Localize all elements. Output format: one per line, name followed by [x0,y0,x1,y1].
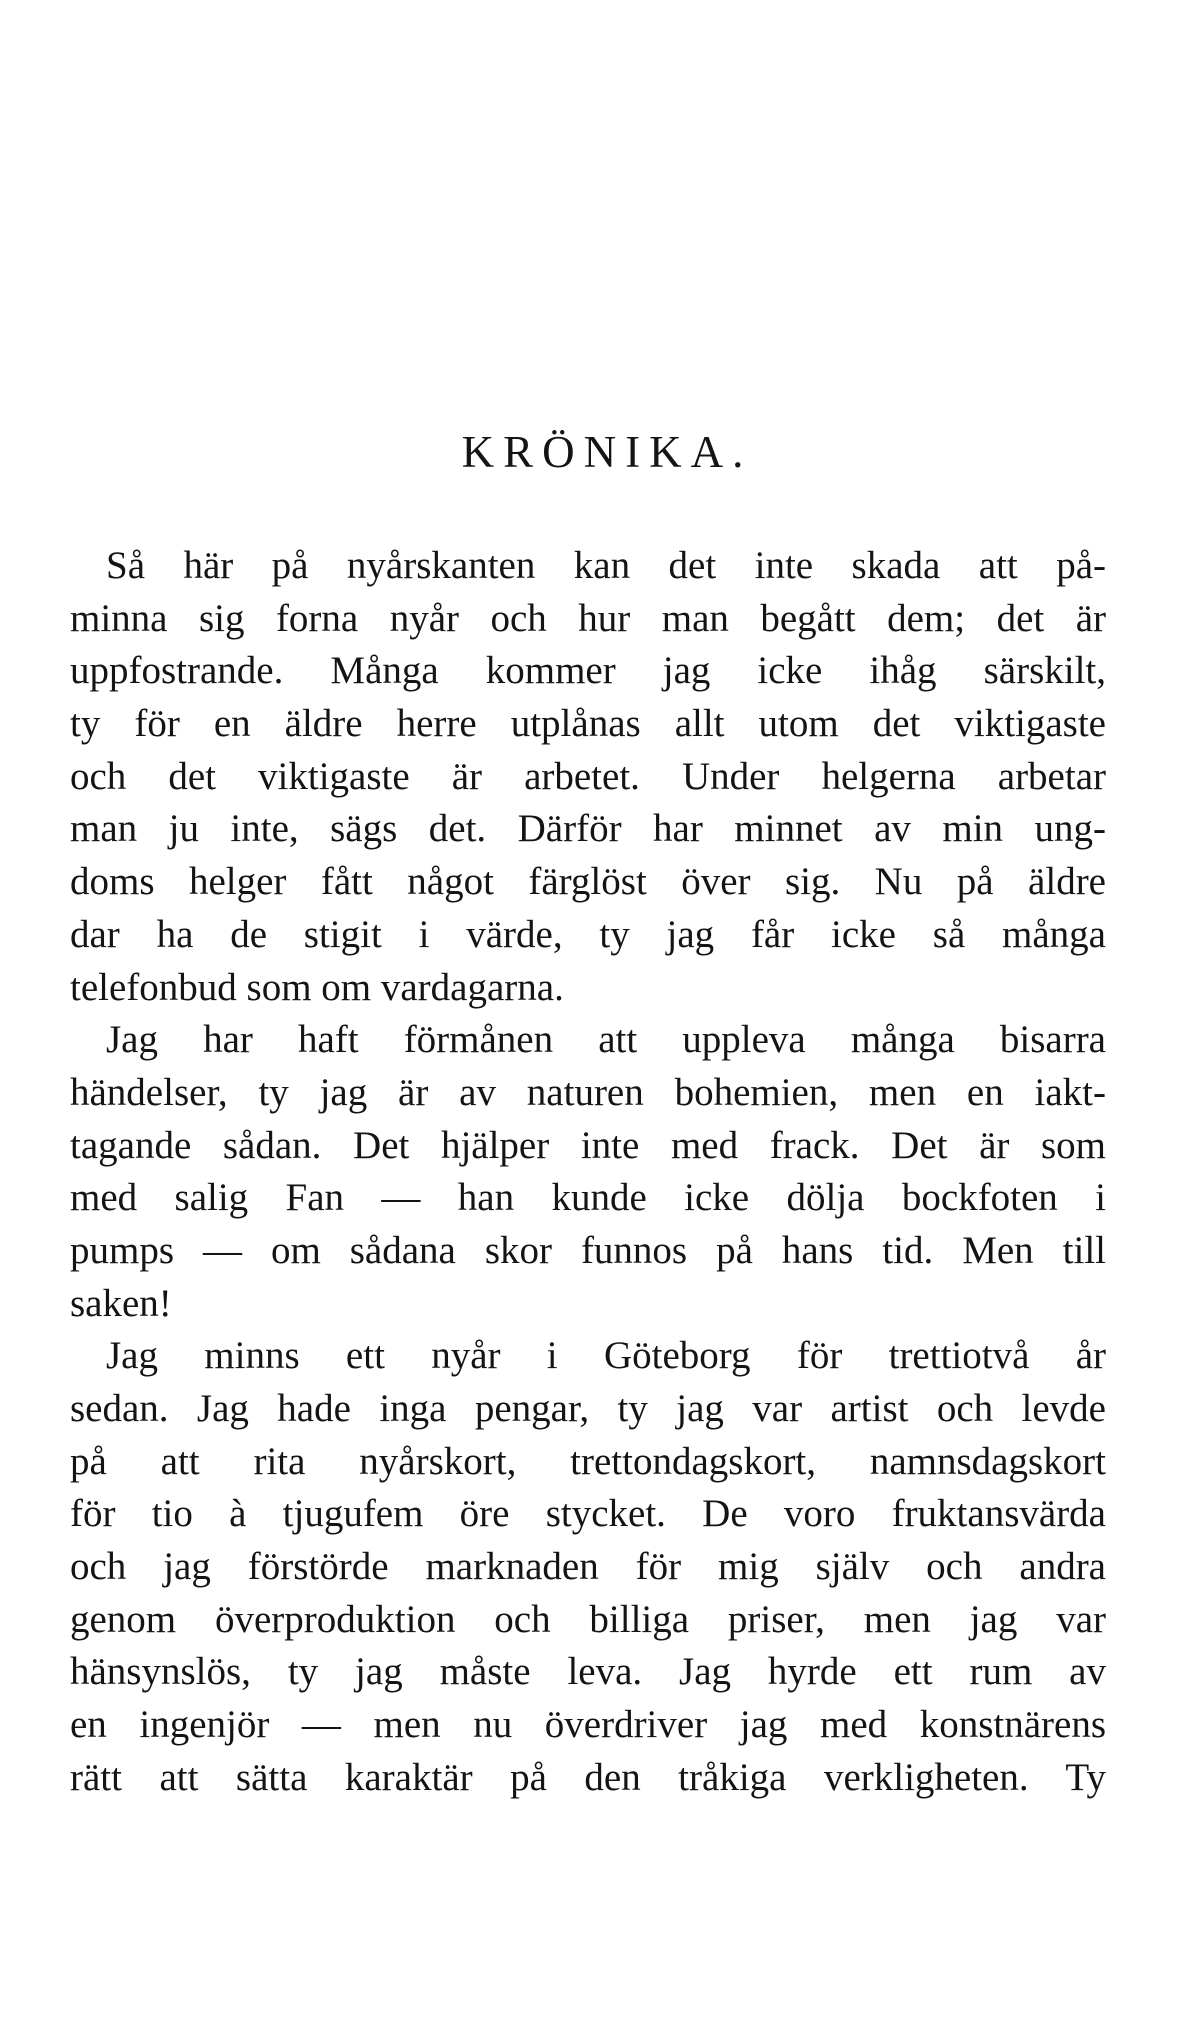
body-text [70,540,1106,1805]
text-line: en ingenjör — men nu överdriver jag med konstnärens [70,1703,1106,1747]
text-line: tagande sådan. Det hjälper inte med frack. Det är som [70,1123,1106,1167]
text-line: Jag minns ett nyår i Göteborg för trettiotvå år [106,1334,1106,1378]
text-line: Jag har haft förmånen att uppleva många bisarra [106,1018,1106,1062]
text-line: på att rita nyårskort, trettondagskort, namnsdagskort [70,1439,1106,1483]
text-line: dar ha de stigit i värde, ty jag får icke så många [70,912,1106,956]
text-line: Så här på nyårskanten kan det inte skada att på- [106,544,1106,587]
text-line: sedan. Jag hade inga pengar, ty jag var artist och levde [70,1387,1106,1430]
text-line: och det viktigaste är arbetet. Under helgerna arbetar [70,754,1106,798]
text-line: uppfostrande. Många kommer jag icke ihåg särskilt, [70,649,1106,693]
text-line: hänsynslös, ty jag måste leva. Jag hyrde ett rum av [70,1650,1106,1694]
text-line: man ju inte, sägs det. Därför har minnet av min ung- [70,807,1106,851]
text-line: ty för en äldre herre utplånas allt utom det viktigaste [70,702,1106,746]
text-line: och jag förstörde marknaden för mig själv och andra [70,1545,1106,1589]
page-title: KRÖNIKA. [461,427,753,477]
text-line: saken! [70,1281,172,1325]
text-line: pumps — om sådana skor funnos på hans tid. Men till [70,1228,1106,1272]
text-line: doms helger fått något färglöst över sig. Nu på äldre [70,860,1106,904]
text-line: genom överproduktion och billiga priser, men jag var [70,1597,1106,1641]
text-line: för tio à tjugufem öre stycket. De voro fruktansvärda [70,1492,1106,1536]
text-line: rätt att sätta karaktär på den tråkiga verkligheten. Ty [70,1755,1106,1799]
text-line: telefonbud som om vardagarna. [70,965,564,1009]
text-line: minna sig forna nyår och hur man begått dem; det är [70,596,1106,640]
text-line: händelser, ty jag är av naturen bohemien, men en iakt- [70,1070,1106,1114]
text-line: med salig Fan — han kunde icke dölja bockfoten i [70,1176,1106,1220]
